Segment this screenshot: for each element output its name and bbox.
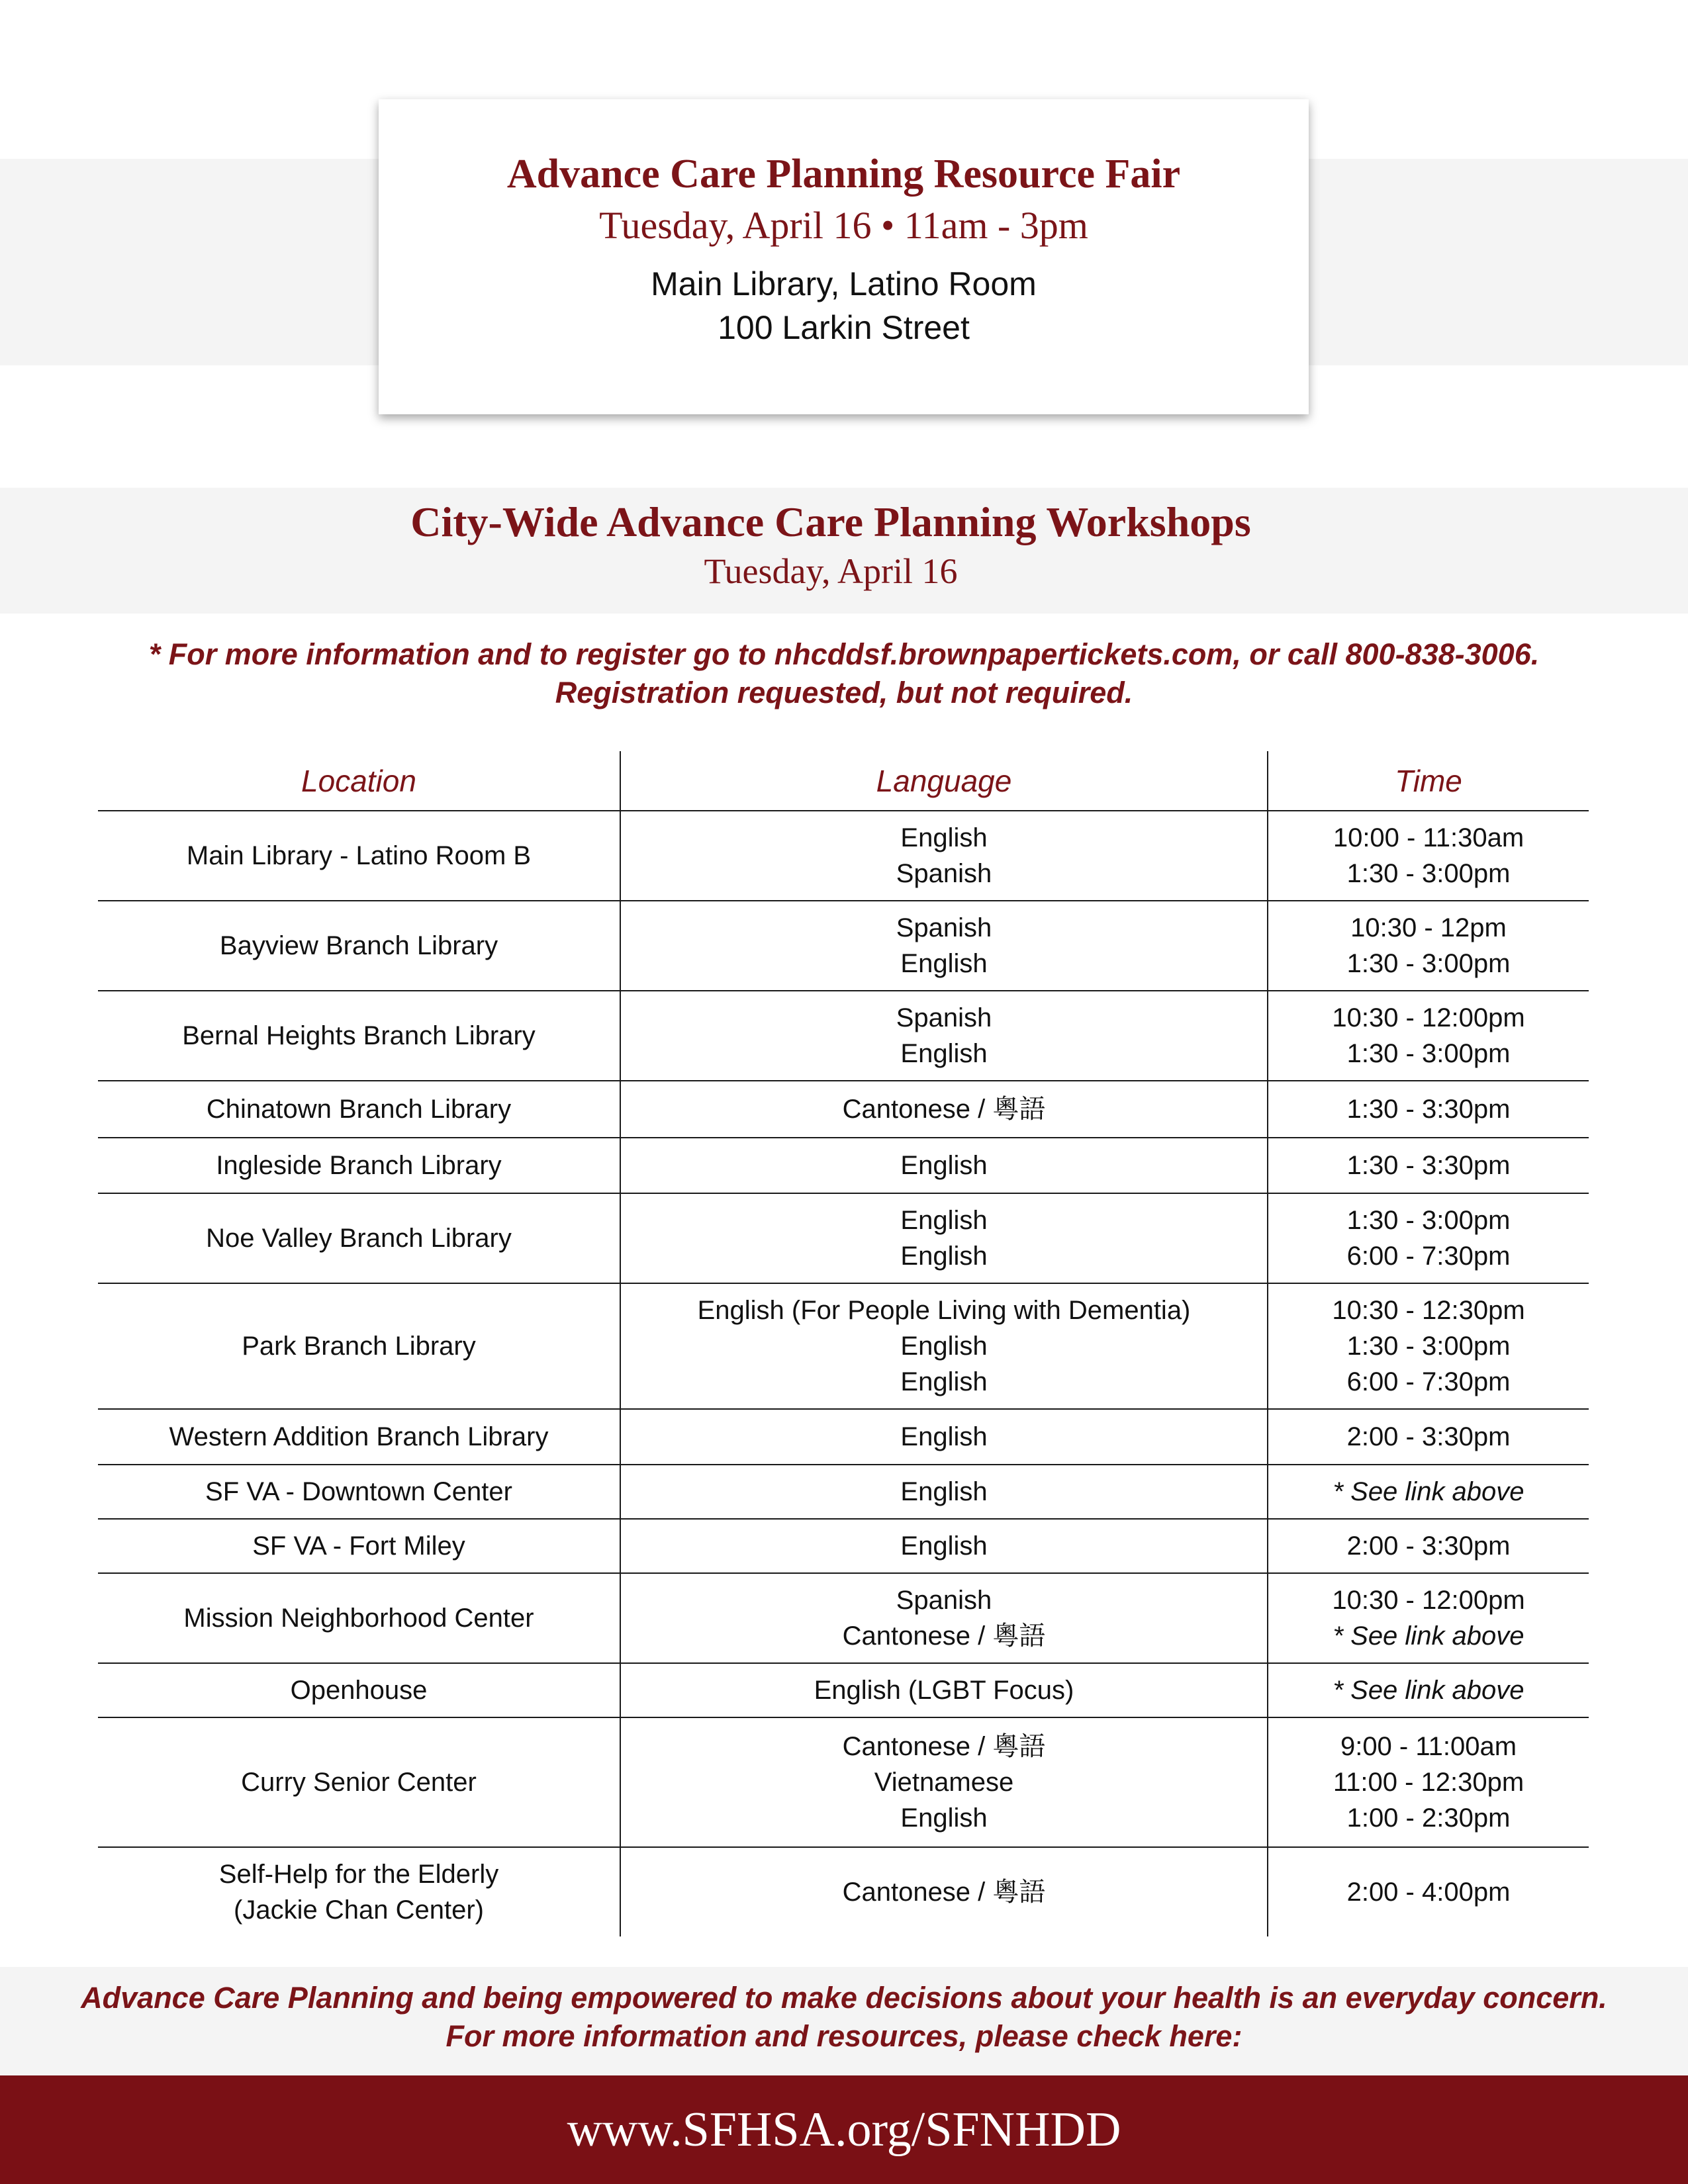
time-line: 1:00 - 2:30pm	[1346, 1803, 1511, 1833]
time-line: * See link above	[1333, 1477, 1524, 1506]
language-cell	[621, 811, 1268, 900]
table-row	[98, 1410, 1589, 1465]
location-cell	[98, 1520, 621, 1572]
time-cell	[1268, 1138, 1589, 1193]
language-cell	[621, 1410, 1268, 1464]
language-cell	[621, 1848, 1268, 1936]
language-cell	[621, 1138, 1268, 1193]
time-line: 1:30 - 3:00pm	[1346, 949, 1511, 978]
time-cell	[1268, 1465, 1589, 1518]
location-line: Bayview Branch Library	[219, 931, 498, 960]
table-row	[98, 1718, 1589, 1848]
footer-link[interactable]: www.SFHSA.org/SFNHDD	[567, 2103, 1121, 2157]
language-cell	[621, 991, 1268, 1080]
header-time: Time	[1395, 763, 1462, 798]
location-line: SF VA - Downtown Center	[205, 1477, 512, 1506]
language-line: English	[900, 949, 988, 978]
time-cell	[1268, 1520, 1589, 1572]
table-row	[98, 901, 1589, 991]
location-line: Mission Neighborhood Center	[183, 1604, 534, 1633]
time-line: 9:00 - 11:00am	[1340, 1732, 1517, 1761]
language-line: English	[900, 823, 988, 852]
time-line: 10:30 - 12:00pm	[1332, 1003, 1525, 1032]
table-row	[98, 1574, 1589, 1664]
time-line: 1:30 - 3:30pm	[1346, 1095, 1511, 1124]
time-cell	[1268, 991, 1589, 1080]
fair-address: 100 Larkin Street	[718, 309, 970, 346]
location-cell	[98, 1138, 621, 1193]
time-line: 1:30 - 3:30pm	[1346, 1151, 1511, 1180]
time-line: 10:30 - 12:00pm	[1332, 1586, 1525, 1615]
language-cell	[621, 1520, 1268, 1572]
location-cell	[98, 1718, 621, 1846]
location-cell	[98, 1284, 621, 1408]
closing-line: For more information and resources, please check here:	[445, 2019, 1243, 2053]
location-cell	[98, 901, 621, 990]
language-cell	[621, 1284, 1268, 1408]
table-row	[98, 1284, 1589, 1410]
location-line: Curry Senior Center	[241, 1768, 477, 1797]
time-line: 10:30 - 12pm	[1350, 913, 1507, 942]
footer-bar	[0, 2075, 1688, 2184]
time-line: 1:30 - 3:00pm	[1346, 1039, 1511, 1068]
location-cell	[98, 811, 621, 900]
time-line: 6:00 - 7:30pm	[1346, 1367, 1511, 1396]
location-line: Noe Valley Branch Library	[206, 1224, 512, 1253]
table-row	[98, 1664, 1589, 1718]
time-cell	[1268, 1848, 1589, 1936]
table-row	[98, 1465, 1589, 1520]
language-line: English (LGBT Focus)	[814, 1676, 1074, 1705]
header-location: Location	[98, 751, 621, 810]
time-cell	[1268, 1081, 1589, 1137]
location-cell	[98, 991, 621, 1080]
workshops-title: City-Wide Advance Care Planning Workshops	[410, 498, 1251, 545]
language-line: English (For People Living with Dementia)	[697, 1296, 1191, 1325]
location-line: Ingleside Branch Library	[216, 1151, 502, 1180]
resource-fair-card	[379, 99, 1309, 414]
time-cell	[1268, 1664, 1589, 1717]
language-cell	[621, 1664, 1268, 1717]
time-line: 6:00 - 7:30pm	[1346, 1242, 1511, 1271]
location-cell	[98, 1574, 621, 1662]
language-line: English	[900, 1206, 988, 1235]
time-line: 10:00 - 11:30am	[1333, 823, 1524, 852]
registration-line: Registration requested, but not required.	[555, 676, 1133, 709]
language-cell	[621, 1465, 1268, 1518]
language-line: English	[900, 1803, 988, 1833]
location-cell	[98, 1664, 621, 1717]
time-line: 1:30 - 3:00pm	[1346, 859, 1511, 888]
table-row	[98, 1194, 1589, 1284]
language-cell	[621, 1574, 1268, 1662]
language-line: English	[900, 1422, 988, 1451]
time-line: 1:30 - 3:00pm	[1346, 1206, 1511, 1235]
location-line: Western Addition Branch Library	[169, 1422, 549, 1451]
time-line: * See link above	[1333, 1676, 1524, 1705]
language-line: English	[900, 1531, 988, 1561]
location-line: Park Branch Library	[242, 1332, 476, 1361]
language-line: Spanish	[896, 1003, 992, 1032]
location-cell	[98, 1410, 621, 1464]
time-line: 11:00 - 12:30pm	[1333, 1768, 1524, 1797]
location-line: Bernal Heights Branch Library	[182, 1021, 536, 1050]
location-line: (Jackie Chan Center)	[234, 1895, 484, 1925]
location-cell	[98, 1194, 621, 1283]
location-cell	[98, 1465, 621, 1518]
language-line: Cantonese / 粵語	[842, 1732, 1046, 1761]
registration-line: * For more information and to register go to nhcddsf.brownpapertickets.com, or call 800-838-3006.	[148, 637, 1540, 671]
language-cell	[621, 901, 1268, 990]
time-cell	[1268, 901, 1589, 990]
language-cell	[621, 1194, 1268, 1283]
time-line: * See link above	[1333, 1621, 1524, 1651]
time-line: 1:30 - 3:00pm	[1346, 1332, 1511, 1361]
table-row	[98, 1848, 1589, 1936]
location-line: Chinatown Branch Library	[206, 1095, 512, 1124]
time-cell	[1268, 1194, 1589, 1283]
time-cell	[1268, 1284, 1589, 1408]
workshops-date: Tuesday, April 16	[704, 551, 958, 591]
registration-info	[0, 635, 1688, 712]
fair-title: Advance Care Planning Resource Fair	[506, 152, 1181, 197]
table-row	[98, 1138, 1589, 1194]
fair-venue: Main Library, Latino Room	[651, 265, 1037, 302]
table-row	[98, 811, 1589, 901]
location-line: Main Library - Latino Room B	[186, 841, 532, 870]
language-line: English	[900, 1242, 988, 1271]
language-cell	[621, 1718, 1268, 1846]
language-cell	[621, 1081, 1268, 1137]
table-row	[98, 1520, 1589, 1574]
time-cell	[1268, 811, 1589, 900]
language-line: Spanish	[896, 913, 992, 942]
language-line: Cantonese / 粵語	[842, 1878, 1046, 1907]
header-language: Language	[621, 751, 1268, 810]
location-line: Openhouse	[290, 1676, 428, 1705]
language-line: Cantonese / 粵語	[842, 1621, 1046, 1651]
time-cell	[1268, 1574, 1589, 1662]
time-line: 2:00 - 4:00pm	[1346, 1878, 1511, 1907]
time-line: 10:30 - 12:30pm	[1332, 1296, 1525, 1325]
language-line: English	[900, 1039, 988, 1068]
closing-message	[0, 1979, 1688, 2056]
table-row	[98, 991, 1589, 1081]
language-line: Spanish	[896, 1586, 992, 1615]
closing-line: Advance Care Planning and being empowered to make decisions about your health is an everyday concern.	[81, 1981, 1607, 2015]
table-header-row	[98, 751, 1589, 811]
language-line: English	[900, 1151, 988, 1180]
time-line: 2:00 - 3:30pm	[1346, 1531, 1511, 1561]
location-line: SF VA - Fort Miley	[252, 1531, 465, 1561]
language-line: Vietnamese	[874, 1768, 1014, 1797]
location-cell	[98, 1081, 621, 1137]
location-line: Self-Help for the Elderly	[218, 1860, 499, 1889]
fair-datetime: Tuesday, April 16 • 11am - 3pm	[599, 204, 1088, 247]
workshop-schedule-table	[98, 751, 1589, 1936]
language-line: English	[900, 1367, 988, 1396]
time-cell	[1268, 1718, 1589, 1846]
language-line: Spanish	[896, 859, 992, 888]
table-body	[98, 811, 1589, 1936]
time-line: 2:00 - 3:30pm	[1346, 1422, 1511, 1451]
language-line: English	[900, 1477, 988, 1506]
language-line: English	[900, 1332, 988, 1361]
table-row	[98, 1081, 1589, 1138]
time-cell	[1268, 1410, 1589, 1464]
language-line: Cantonese / 粵語	[842, 1095, 1046, 1124]
location-cell	[98, 1848, 621, 1936]
